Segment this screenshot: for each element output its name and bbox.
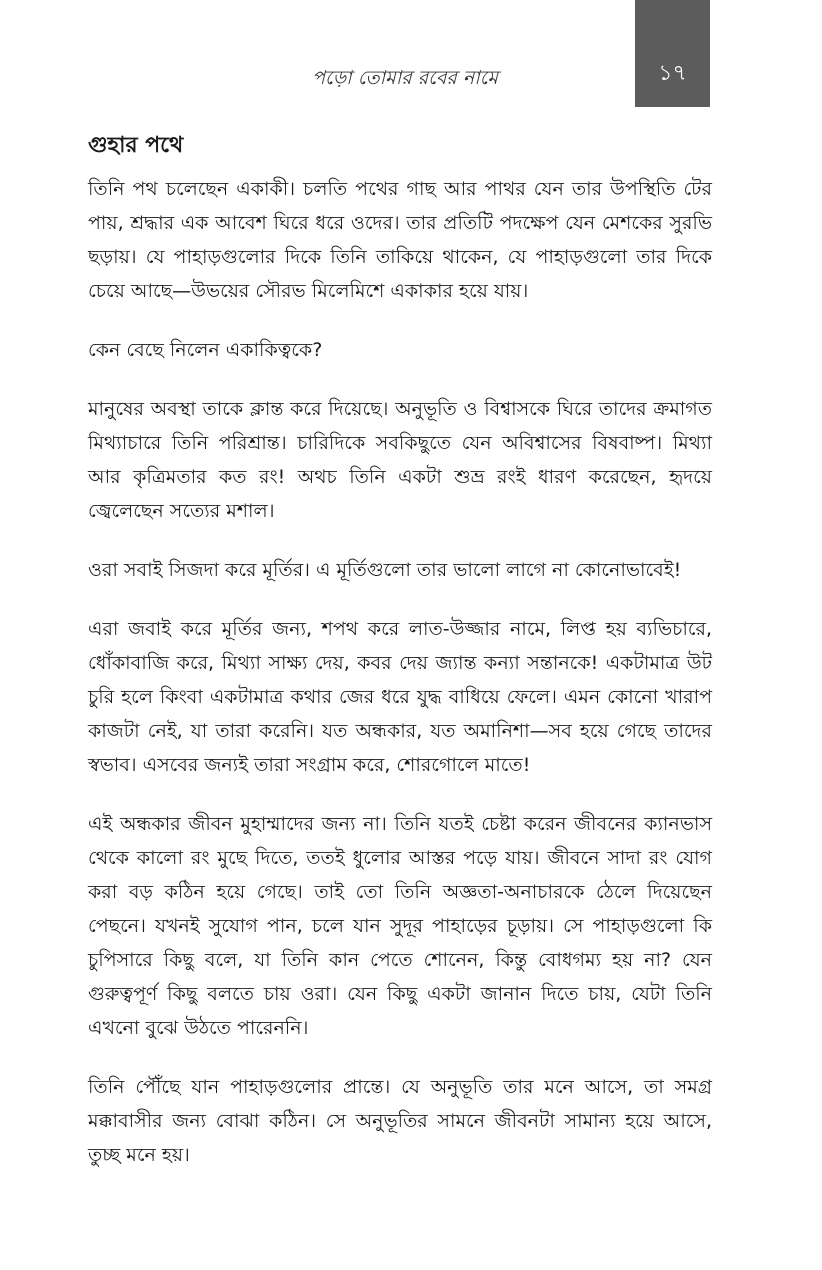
paragraph: মানুষের অবস্থা তাকে ক্লান্ত করে দিয়েছে। অনুভূতি ও বিশ্বাসকে ঘিরে তাদের ক্রমাগত মিথ্যাচারে তিনি পরিশ্রান্ত। চারিদিকে সবকিছুতে যেন অবিশ্বাসের বিষবাষ্প। মিথ্যা আর কৃত্রিমতার কত রং! অথচ তিনি একটা শুভ্র রংই ধারণ করেছেন, হৃদয়ে জ্বেলেছেন সত্যের মশাল। [88,398,712,522]
page-number-tab [635,0,710,107]
section-body [88,128,712,1197]
page-number: ১৭ [658,61,687,86]
paragraph: এই অন্ধকার জীবন মুহাম্মাদের জন্য না। তিনি যতই চেষ্টা করেন জীবনের ক্যানভাস থেকে কালো রং মুছে দিতে, ততই ধুলোর আস্তর পড়ে যায়। জীবনে সাদা রং যোগ করা বড় কঠিন হয়ে গেছে। তাই তো তিনি অজ্ঞতা-অনাচারকে ঠেলে দিয়েছেন পেছনে। যখনই সুযোগ পান, চলে যান সুদূর পাহাড়ের চূড়ায়। সে পাহাড়গুলো কি চুপিসারে কিছু বলে, যা তিনি কান পেতে শোনেন, কিন্তু বোধগম্য হয় না? যেন গুরুত্বপূর্ণ কিছু বলতে চায় ওরা। যেন কিছু একটা জানান দিতে চায়, যেটা তিনি এখনো বুঝে উঠতে পারেননি। [88,813,712,1039]
paragraph: ওরা সবাই সিজদা করে মূর্তির। এ মূর্তিগুলো তার ভালো লাগে না কোনোভাবেই! [88,559,682,581]
paragraph: তিনি পৌঁছে যান পাহাড়গুলোর প্রান্তে। যে অনুভূতি তার মনে আসে, তা সমগ্র মক্কাবাসীর জন্য বোঝা কঠিন। সে অনুভূতির সামনে জীবনটা সামান্য হয়ে আসে, তুচ্ছ মনে হয়। [88,1076,712,1166]
paragraph: তিনি পথ চলেছেন একাকী। চলতি পথের গাছ আর পাথর যেন তার উপস্থিতি টের পায়, শ্রদ্ধার এক আবেশ ঘিরে ধরে ওদের। তার প্রতিটি পদক্ষেপ যেন মেশকের সুরভি ছড়ায়। যে পাহাড়গুলোর দিকে তিনি তাকিয়ে থাকেন, যে পাহাড়গুলো তার দিকে চেয়ে আছে—উভয়ের সৌরভ মিলেমিশে একাকার হয়ে যায়। [88,178,712,302]
paragraph: কেন বেছে নিলেন একাকিত্বকে? [88,339,323,361]
paragraph: এরা জবাই করে মূর্তির জন্য, শপথ করে লাত-উজ্জার নামে, লিপ্ত হয় ব্যভিচারে, ধোঁকাবাজি করে, মিথ্যা সাক্ষ্য দেয়, কবর দেয় জ্যান্ত কন্যা সন্তানকে! একটামাত্র উট চুরি হলে কিংবা একটামাত্র কথার জের ধরে যুদ্ধ বাধিয়ে ফেলে। এমন কোনো খারাপ কাজটা নেই, যা তারা করেনি। যত অন্ধকার, যত অমানিশা—সব হয়ে গেছে তাদের স্বভাব। এসবের জন্যই তারা সংগ্রাম করে, শোরগোলে মাতে! [88,618,712,776]
section-title: গুহার পথে [88,133,184,158]
running-header-title: পড়ো তোমার রবের নামে [312,67,498,89]
